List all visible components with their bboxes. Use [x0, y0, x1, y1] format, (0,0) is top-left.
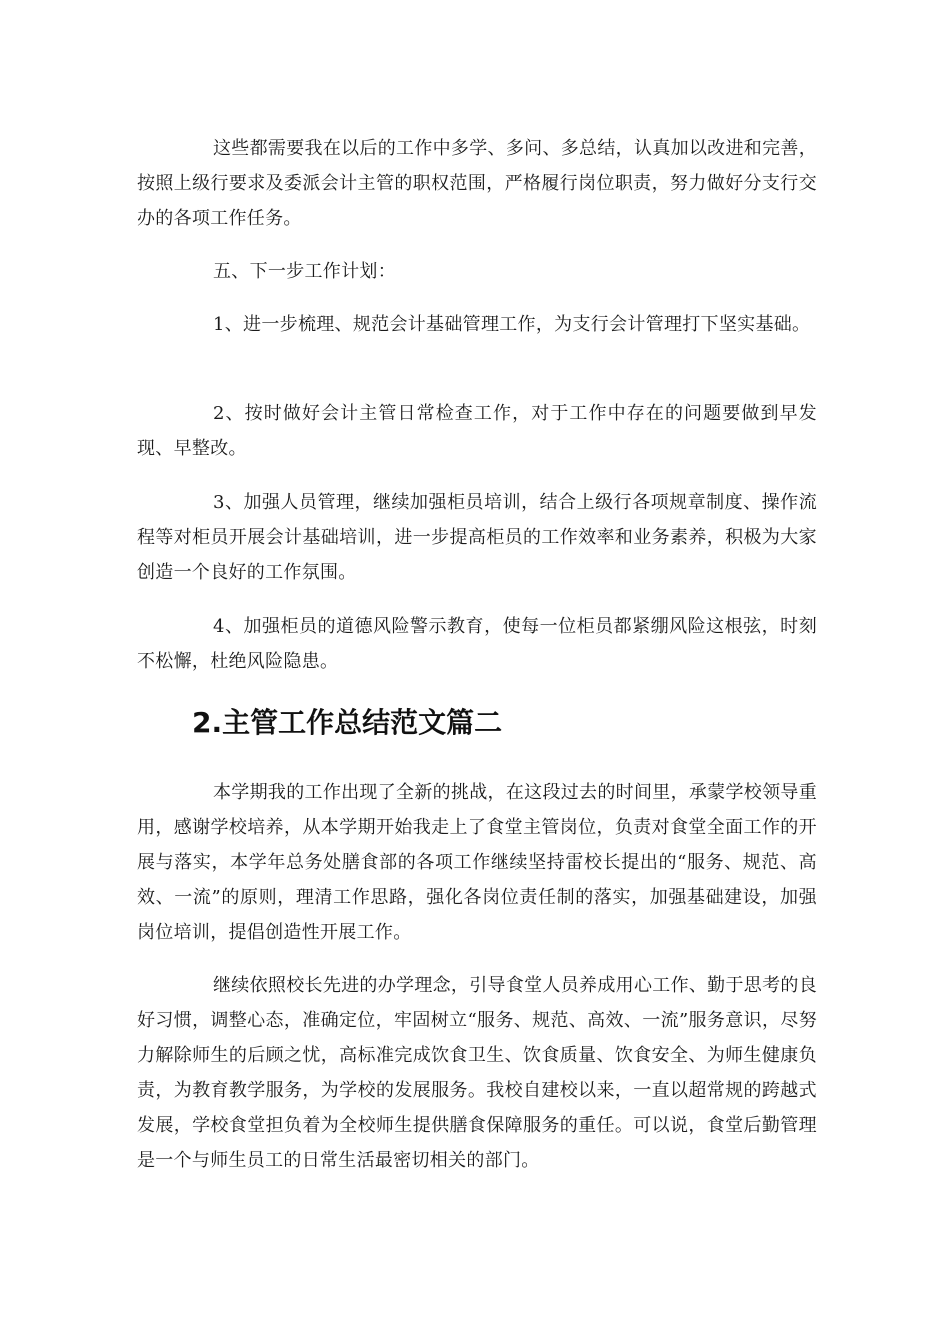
paragraph-plan-item-4: 4、加强柜员的道德风险警示教育，使每一位柜员都紧绷风险这根弦，时刻不松懈，杜绝风险隐患。	[137, 616, 817, 672]
section-heading: 2.主管工作总结范文篇二	[192, 706, 503, 739]
paragraph-canteen-philosophy: 继续依照校长先进的办学理念，引导食堂人员养成用心工作、勤于思考的良好习惯，调整心态，准确定位，牢固树立“服务、规范、高效、一流”服务意识，尽努力解除师生的后顾之忧，高标准完成饮食卫生、饮食质量、饮食安全、为师生健康负责，为教育教学服务，为学校的发展服务。我校自建校以来，一直以超常规的跨越式发展，学校食堂担负着为全校师生提供膳食保障服务的重任。可以说，食堂后勤管理是一个与师生员工的日常生活最密切相关的部门。	[137, 975, 817, 1171]
paragraph-next-plan-title: 五、下一步工作计划：	[213, 261, 396, 282]
paragraph-plan-item-2: 2、按时做好会计主管日常检查工作，对于工作中存在的问题要做到早发现、早整改。	[137, 403, 817, 459]
paragraph-plan-item-3: 3、加强人员管理，继续加强柜员培训，结合上级行各项规章制度、操作流程等对柜员开展会计基础培训，进一步提高柜员的工作效率和业务素养，积极为大家创造一个良好的工作氛围。	[137, 492, 817, 583]
paragraph-canteen-intro: 本学期我的工作出现了全新的挑战，在这段过去的时间里，承蒙学校领导重用，感谢学校培养，从本学期开始我走上了食堂主管岗位，负责对食堂全面工作的开展与落实，本学年总务处膳食部的各项工作继续坚持雷校长提出的“服务、规范、高效、一流”的原则，理清工作思路，强化各岗位责任制的落实，加强基础建设，加强岗位培训，提倡创造性开展工作。	[137, 782, 817, 943]
paragraph-summary-improvement: 这些都需要我在以后的工作中多学、多问、多总结，认真加以改进和完善，按照上级行要求及委派会计主管的职权范围，严格履行岗位职责，努力做好分支行交办的各项工作任务。	[137, 138, 817, 229]
paragraph-plan-item-1: 1、进一步梳理、规范会计基础管理工作，为支行会计管理打下坚实基础。	[213, 314, 811, 335]
